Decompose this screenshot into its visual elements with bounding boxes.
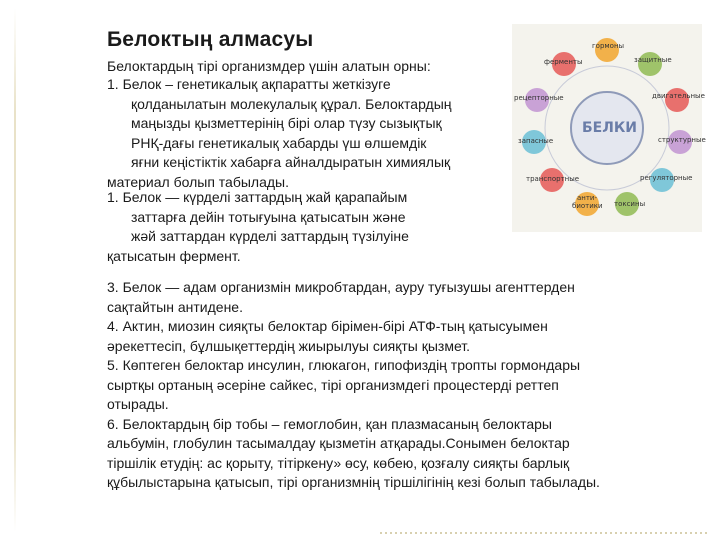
paragraph-line: 3. Белок — адам организмін микробтардан, ауру туғызушы агенттерден xyxy=(107,279,575,295)
diagram-label-structural: структурные xyxy=(658,136,706,144)
diagram-label-motor: двигательные xyxy=(652,92,705,100)
paragraph-1 xyxy=(107,75,452,192)
diagram-center-label: БЕЛКИ xyxy=(582,120,638,136)
paragraph-line: альбумін, глобулин тасымалдау қызметін атқарады.Сонымен белоктар xyxy=(107,435,570,451)
paragraph-line: 1. Белок — күрделі заттардың жай қарапайым xyxy=(107,189,408,205)
paragraph-line: сыртқы ортаның әсеріне сайкес, тірі организмдегі процестерді реттеп xyxy=(107,376,559,393)
slide-title: Белоктың алмасуы xyxy=(107,28,314,51)
diagram-label-receptor: рецепторные xyxy=(514,94,564,102)
paragraph-line: жәй заттардан күрделі заттардың түзілуіне xyxy=(131,228,409,244)
paragraph-line: отырады. xyxy=(107,396,169,412)
slide-left-border xyxy=(14,8,16,532)
protein-functions-diagram xyxy=(512,24,706,232)
paragraph-line: құбылыстарына қатысып, тірі организмнің тіршілігінің кезі болып табылады. xyxy=(107,474,600,490)
paragraph-line: қатысатын фермент. xyxy=(107,247,241,264)
paragraph-line: яғни кеңістіктік хабарға айналдыратын химиялық xyxy=(131,154,451,170)
paragraph-line: әрекеттесіп, бұлшықеттердің жиырылуы сияқты қызмет. xyxy=(107,337,471,354)
diagram-label-antibiotics: анти- биотики xyxy=(572,194,603,210)
diagram-label-enzymes: ферменты xyxy=(544,58,583,66)
diagram-label-protective: защитные xyxy=(634,56,672,64)
paragraph-line: 4. Актин, миозин сияқты белоктар бірімен-бірі АТФ-тың қатысуымен xyxy=(107,318,548,334)
paragraph-line: қолданылатын молекулалық құрал. Белоктардың xyxy=(131,95,452,112)
paragraph-line: тіршілік етудің: ас қорыту, тітіркену» өсу, көбею, қозғалу сияқты барлық xyxy=(107,454,570,471)
paragraph-line: РНҚ-дағы генетикалық хабарды үш өлшемдік xyxy=(131,134,427,151)
paragraph-line: маңызды қызметтерінің бірі олар түзу сызықтық xyxy=(131,115,442,131)
diagram-label-hormones: гормоны xyxy=(592,42,625,50)
diagram-label-transport: транспортные xyxy=(526,175,580,183)
paragraph-list xyxy=(107,278,707,493)
paragraph-line: 5. Көптеген белоктар инсулин, глюкагон, гипофиздің тропты гормондары xyxy=(107,357,581,373)
intro-text: Белоктардың тірі организмдер үшін алатын орны: xyxy=(107,58,431,74)
paragraph-line: 6. Белоктардың бір тобы – гемоглобин, қан плазмасаның белоктары xyxy=(107,415,552,432)
diagram-label-regulatory: регуляторные xyxy=(640,174,693,182)
paragraph-2 xyxy=(107,188,409,266)
diagram-label-storage: запасные xyxy=(518,137,554,145)
paragraph-line: 1. Белок – генетикалық ақпаратты жеткізуге xyxy=(107,76,391,92)
diagram-label-toxins: токсины xyxy=(614,200,646,208)
paragraph-line: сақтайтын антидене. xyxy=(107,298,243,315)
slide-bottom-divider xyxy=(380,532,710,534)
paragraph-line: материал болып табылады. xyxy=(107,173,289,190)
paragraph-line: заттарға дейін тотығуына қатысатын және xyxy=(131,208,406,225)
